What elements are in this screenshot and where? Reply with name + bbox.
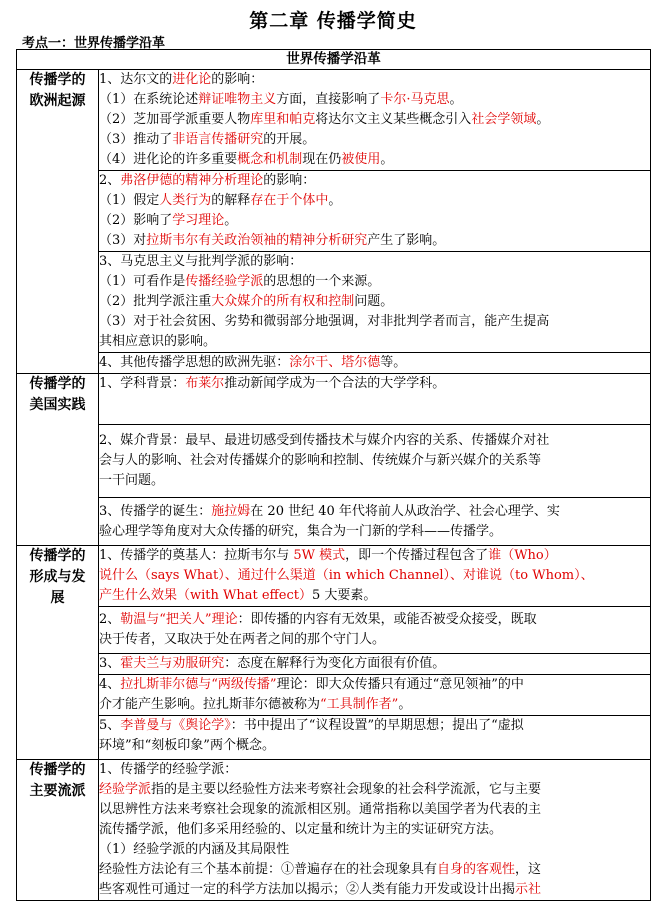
text-line: [99, 610, 650, 630]
text-line: [99, 70, 650, 90]
plain-text: （2）批判学派注重: [99, 294, 212, 309]
hovland-cell: [99, 654, 651, 675]
plain-text: 介才能产生影响。拉扎斯菲尔德被称为: [99, 697, 321, 712]
text-line: [99, 431, 650, 451]
plain-text: 环境”和“刻板印象”两个概念。: [99, 738, 275, 753]
plain-text: 5、: [99, 718, 121, 733]
highlight-text: 示社: [515, 882, 542, 897]
highlight-text: 人类行为: [159, 193, 212, 208]
text-line: [99, 716, 650, 736]
plain-text: 4、其他传播学思想的欧洲先驱：: [99, 355, 290, 370]
plain-text: ，即一个传播过程包含了: [345, 548, 489, 563]
highlight-text: 非语言传播研究: [172, 132, 264, 147]
plain-text: 。: [449, 92, 463, 107]
darwin-cell: [99, 70, 651, 171]
text-line: [99, 171, 650, 191]
plain-text: （1）经验学派的内涵及其局限性: [99, 842, 290, 857]
plain-text: 产生了影响。: [367, 233, 446, 248]
text-line: [99, 654, 650, 674]
plain-text: ：态度在解释行为变化方面很有价值。: [224, 656, 446, 671]
highlight-text: 施拉姆: [211, 504, 251, 519]
text-line: [99, 760, 650, 780]
plain-text: ：即传播的内容有无效果，或能否被受众接受，既取: [237, 612, 537, 627]
text-line: [99, 191, 650, 211]
category-line: 传播学的: [29, 376, 86, 392]
chapter-title: 第二章 传播学简史: [249, 10, 417, 32]
plain-text: 。: [224, 213, 238, 228]
text-line: [99, 880, 650, 900]
category-line: 传播学的: [29, 762, 86, 778]
highlight-text: 辩证唯物主义: [198, 92, 277, 107]
highlight-text: 弗洛伊德的精神分析理论: [120, 173, 264, 188]
plain-text: 的影响：: [263, 173, 316, 188]
plain-text: （2）影响了: [99, 213, 173, 228]
lippmann-cell: [99, 716, 651, 760]
highlight-text: 库里和帕克: [250, 112, 316, 127]
plain-text: （3）推动了: [99, 132, 173, 147]
plain-text: 的开展。: [263, 132, 316, 147]
plain-text: 验心理学等角度对大众传播的研究，集合为一门新的学科——传播学。: [99, 524, 503, 539]
plain-text: （1）在系统论述: [99, 92, 199, 107]
text-line: [99, 502, 650, 522]
text-line: [99, 130, 650, 150]
plain-text: 其相应意识的影响。: [99, 334, 217, 349]
text-line: [99, 90, 650, 110]
text-line: [99, 451, 650, 471]
text-line: [99, 546, 650, 566]
category-formation: [17, 546, 99, 760]
plain-text: 的思想的一个来源。: [263, 274, 381, 289]
category-europe: [17, 70, 99, 374]
plain-text: 在 20 世纪 40 年代将前人从政治学、社会心理学、实: [250, 504, 560, 519]
plain-text: （1）可看作是: [99, 274, 186, 289]
plain-text: 4、: [99, 677, 121, 692]
plain-text: （3）对: [99, 233, 147, 248]
highlight-text: 拉斯韦尔有关政治领袖的精神分析研究: [146, 233, 368, 248]
highlight-text: 传播经验学派: [185, 274, 264, 289]
text-line: [99, 312, 650, 332]
highlight-text: 学习理论: [172, 213, 225, 228]
plain-text: 等。: [380, 355, 407, 370]
highlight-text: 进化论: [172, 72, 212, 87]
text-line: [99, 780, 650, 800]
birth-cell: [99, 498, 651, 546]
plain-text: 。: [536, 112, 550, 127]
marx-cell: [99, 252, 651, 353]
text-line: [99, 566, 650, 586]
plain-text: 2、媒介背景：最早、最进切感受到传播技术与媒介内容的关系、传播媒介对社: [99, 433, 550, 448]
highlight-text: 社会学领域: [471, 112, 537, 127]
highlight-text: 5W 模式: [293, 548, 346, 563]
text-line: [99, 860, 650, 880]
highlight-text: 霍夫兰与劝服研究: [120, 656, 225, 671]
text-line: [99, 211, 650, 231]
plain-text: 流传播学派，他们多采用经验的、以定量和统计为主的实证研究方法。: [99, 822, 503, 837]
section-heading: 考点一：世界传播学沿革: [22, 36, 166, 51]
freud-cell: [99, 171, 651, 252]
plain-text: 3、传播学的诞生：: [99, 504, 212, 519]
text-line: [99, 110, 650, 130]
text-line: [99, 800, 650, 820]
text-line: [99, 374, 650, 394]
text-line: [99, 471, 650, 491]
highlight-text: 卡尔·马克思: [380, 92, 450, 107]
plain-text: 1、学科背景：: [99, 376, 186, 391]
plain-text: 会与人的影响、社会对传播媒介的影响和控制、传统媒介与新兴媒介的关系等: [99, 453, 542, 468]
media-cell: [99, 425, 651, 498]
text-line: [99, 231, 650, 251]
plain-text: 以思辨性方法来考察社会现象的流派相区别。通常指称以美国学者为代表的主: [99, 802, 542, 817]
category-line: 主要流派: [29, 783, 86, 799]
text-line: [99, 736, 650, 756]
plain-text: （3）对于社会贫困、劣势和微弱部分地强调，对非批判学者而言，能产生提高: [99, 314, 550, 329]
plain-text: 的影响：: [211, 72, 264, 87]
history-table: [16, 49, 651, 901]
highlight-text: 谁（Who）: [488, 548, 557, 563]
plain-text: 决于传者，又取决于处在两者之间的那个守门人。: [99, 632, 386, 647]
category-line: 形成与发: [29, 569, 86, 585]
highlight-text: 勒温与“把关人”理论: [120, 612, 238, 627]
plain-text: 3、: [99, 656, 121, 671]
category-line: 美国实践: [29, 397, 86, 413]
plain-text: 5 大要素。: [311, 588, 377, 603]
text-line: [99, 272, 650, 292]
others-cell: [99, 353, 651, 374]
highlight-text: 被使用: [341, 152, 381, 167]
plain-text: 的解释: [211, 193, 251, 208]
highlight-text: 概念和机制: [237, 152, 303, 167]
plain-text: ，这: [515, 862, 542, 877]
highlight-text: “工具制作者”: [320, 697, 399, 712]
empirical-cell: [99, 760, 651, 901]
plain-text: 。: [380, 152, 394, 167]
category-schools: [17, 760, 99, 901]
text-line: [99, 630, 650, 650]
text-line: [99, 292, 650, 312]
plain-text: 现在仍: [302, 152, 342, 167]
plain-text: 理论：即大众传播只有通过“意见领袖”的中: [276, 677, 524, 692]
plain-text: 推动新闻学成为一个合法的大学学科。: [224, 376, 446, 391]
category-line: 传播学的: [29, 548, 86, 564]
lazarsfeld-cell: [99, 675, 651, 716]
plain-text: 问题。: [354, 294, 394, 309]
background-cell: [99, 374, 651, 425]
highlight-text: 自身的客观性: [437, 862, 516, 877]
text-line: [99, 150, 650, 170]
highlight-text: 拉扎斯菲尔德与“两级传播”: [120, 677, 277, 692]
highlight-text: 存在于个体中: [250, 193, 329, 208]
plain-text: 。: [328, 193, 342, 208]
plain-text: 经验性方法论有三个基本前提：①普遍存在的社会现象具有: [99, 862, 438, 877]
plain-text: 3、马克思主义与批判学派的影响：: [99, 254, 303, 269]
category-line: 传播学的: [29, 72, 86, 88]
text-line: [99, 840, 650, 860]
highlight-text: 说什么（says What）、通过什么渠道（in which Channel）、对谁说（to Whom）、: [99, 568, 594, 583]
plain-text: 1、达尔文的: [99, 72, 173, 87]
plain-text: 指的是主要以经验性方法来考察社会现象的社会科学流派，它与主要: [151, 782, 542, 797]
plain-text: （1）假定: [99, 193, 160, 208]
category-usa: [17, 374, 99, 546]
plain-text: 2、: [99, 612, 121, 627]
highlight-text: 布莱尔: [185, 376, 225, 391]
plain-text: 些客观性可通过一定的科学方法加以揭示；②人类有能力开发或设计出揭: [99, 882, 516, 897]
plain-text: 1、传播学的经验学派：: [99, 762, 238, 777]
text-line: [99, 586, 650, 606]
text-line: [99, 252, 650, 272]
text-line: [99, 820, 650, 840]
highlight-text: 经验学派: [99, 782, 152, 797]
text-line: [99, 332, 650, 352]
lewin-cell: [99, 607, 651, 654]
plain-text: （4）进化论的许多重要: [99, 152, 238, 167]
founders-cell: [99, 546, 651, 607]
plain-text: 2、: [99, 173, 121, 188]
plain-text: 方面，直接影响了: [276, 92, 381, 107]
plain-text: （2）芝加哥学派重要人物: [99, 112, 251, 127]
highlight-text: 大众媒介的所有权和控制: [211, 294, 355, 309]
plain-text: 。: [398, 697, 412, 712]
plain-text: 一干问题。: [99, 473, 165, 488]
category-line: 展: [50, 590, 65, 606]
plain-text: 1、传播学的奠基人：拉斯韦尔与: [99, 548, 294, 563]
highlight-text: 涂尔干、塔尔德: [289, 355, 381, 370]
category-line: 欧洲起源: [29, 93, 86, 109]
highlight-text: 产生什么效果（with What effect）: [99, 588, 312, 603]
text-line: [99, 353, 650, 373]
plain-text: ：书中提出了“议程设置”的早期思想；提出了“虚拟: [230, 718, 524, 733]
plain-text: 将达尔文主义某些概念引入: [315, 112, 472, 127]
text-line: [99, 675, 650, 695]
highlight-text: 李普曼与《舆论学》: [120, 718, 231, 733]
text-line: [99, 522, 650, 542]
text-line: [99, 695, 650, 715]
table-header: 世界传播学沿革: [17, 50, 651, 70]
